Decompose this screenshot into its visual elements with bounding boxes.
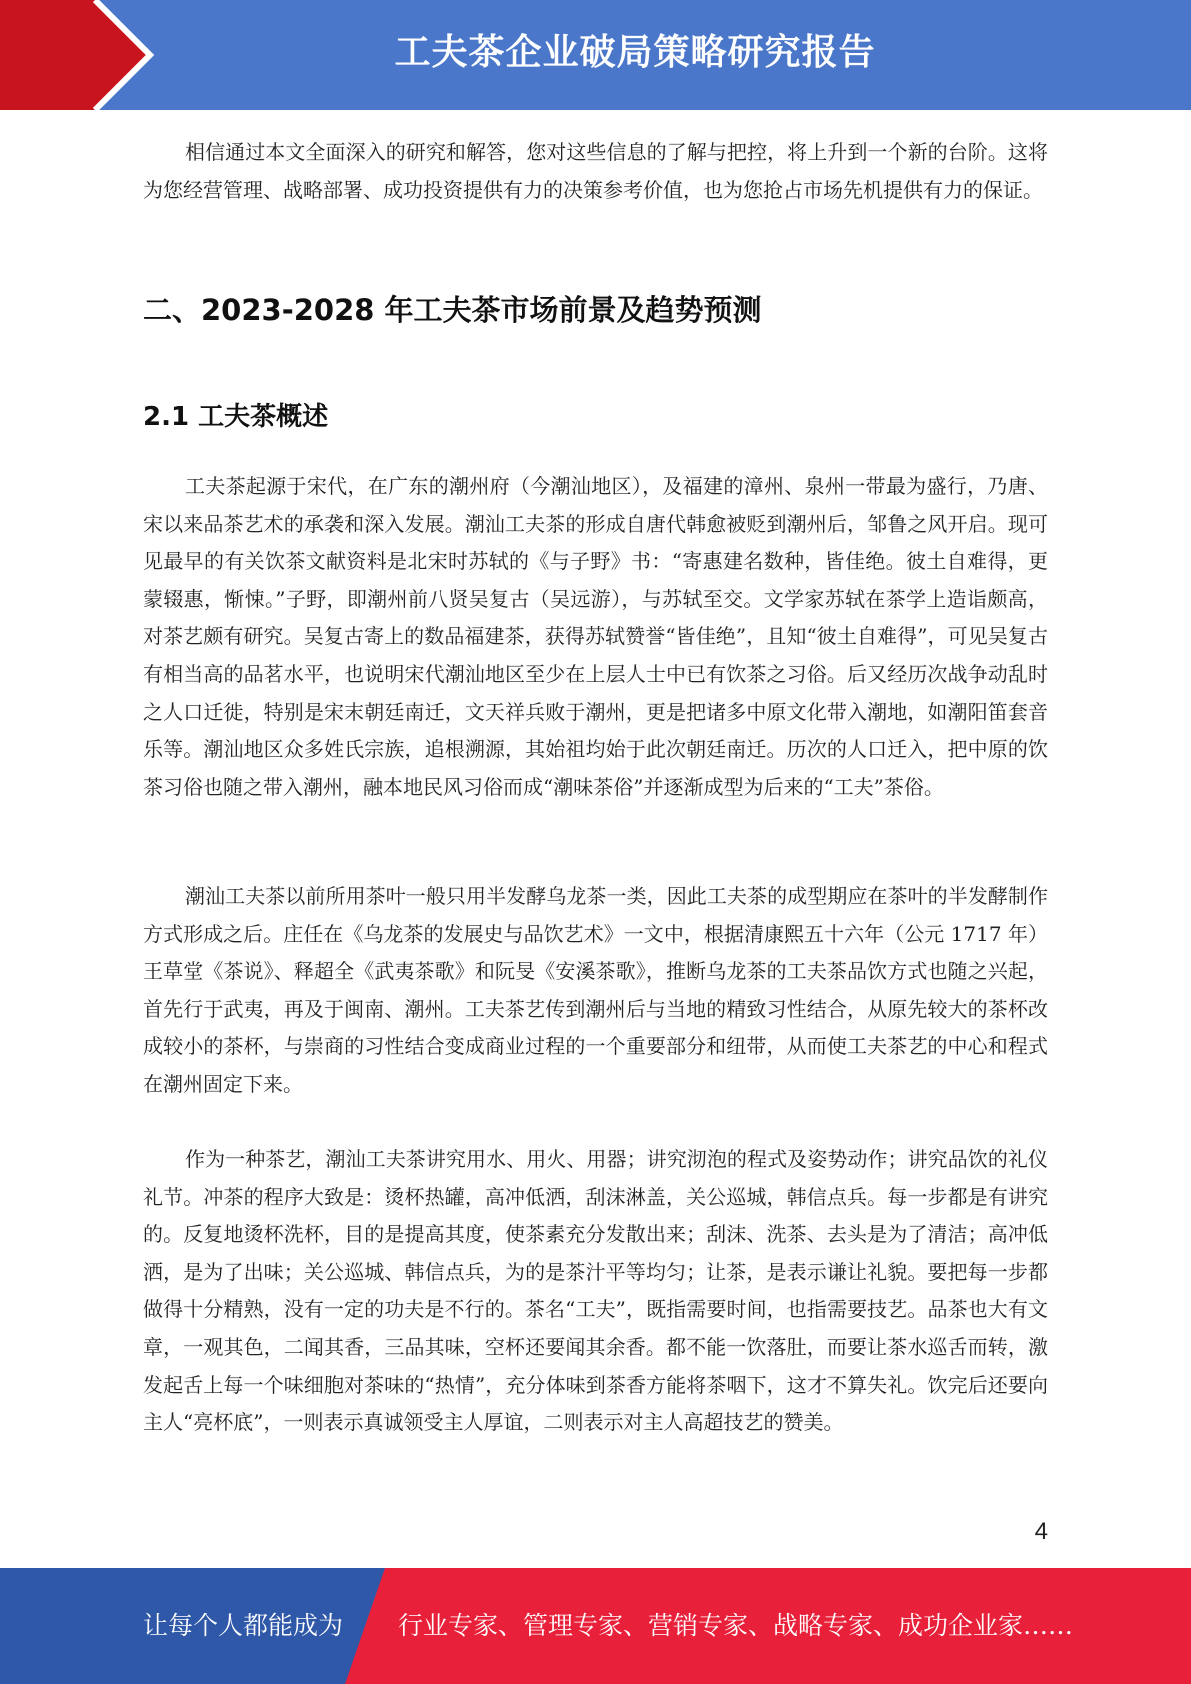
- page-footer: [0, 1568, 1191, 1684]
- body-paragraph-2: 潮汕工夫茶以前所用茶叶一般只用半发酵乌龙茶一类，因此工夫茶的成型期应在茶叶的半发酵制作方式形成之后。庄任在《乌龙茶的发展史与品饮艺术》一文中，根据清康熙五十六年（公元 1717 年）王草堂《茶说》、释超全《武夷茶歌》和阮旻《安溪茶歌》，推断乌龙茶的工夫茶品饮方式也随之兴起，首先行于武夷，再及于闽南、潮州。工夫茶艺传到潮州后与当地的精致习性结合，从原先较大的茶杯改成较小的茶杯，与崇商的习性结合变成商业过程的一个重要部分和纽带，从而使工夫茶艺的中心和程式在潮州固定下来。: [143, 884, 1048, 1096]
- footer-slogan-right: 行业专家、管理专家、营销专家、战略专家、成功企业家……: [398, 1611, 1074, 1640]
- body-paragraph-3: 作为一种茶艺，潮汕工夫茶讲究用水、用火、用器；讲究沏泡的程式及姿势动作；讲究品饮的礼仪礼节。冲茶的程序大致是：烫杯热罐，高冲低洒，刮沫淋盖，关公巡城，韩信点兵。每一步都是有讲究的。反复地烫杯洗杯，目的是提高其度，使茶素充分发散出来；刮沫、洗茶、去头是为了清洁；高冲低洒，是为了出味；关公巡城、韩信点兵，为的是茶汁平等均匀；让茶，是表示谦让礼貌。要把每一步都做得十分精熟，没有一定的功夫是不行的。茶名“工夫”，既指需要时间，也指需要技艺。品茶也大有文章，一观其色，二闻其香，三品其味，空杯还要闻其余香。都不能一饮落肚，而要让茶水巡舌而转，激发起舌上每一个味细胞对茶味的“热情”，充分体味到茶香方能将茶咽下，这才不算失礼。饮完后还要向主人“亮杯底”，一则表示真诚领受主人厚谊，二则表示对主人高超技艺的赞美。: [143, 1147, 1048, 1435]
- report-title: 工夫茶企业破局策略研究报告: [394, 32, 876, 73]
- page-header: [0, 0, 1191, 110]
- header-red-arrow: [0, 0, 150, 110]
- section-heading: 二、2023-2028 年工夫茶市场前景及趋势预测: [143, 293, 762, 327]
- body-paragraph-1: 工夫茶起源于宋代，在广东的潮州府（今潮汕地区），及福建的漳州、泉州一带最为盛行，乃唐、宋以来品茶艺术的承袭和深入发展。潮汕工夫茶的形成自唐代韩愈被贬到潮州后，邹鲁之风开启。现可见最早的有关饮茶文献资料是北宋时苏轼的《与子野》书：“寄惠建名数种，皆佳绝。彼土自难得，更蒙辍惠，惭悚。”子野，即潮州前八贤吴复古（吴远游），与苏轼至交。文学家苏轼在茶学上造诣颇高，对茶艺颇有研究。吴复古寄上的数品福建茶，获得苏轼赞誉“皆佳绝”，且知“彼土自难得”，可见吴复古有相当高的品茗水平，也说明宋代潮汕地区至少在上层人士中已有饮茶之习俗。后又经历次战争动乱时之人口迁徙，特别是宋末朝廷南迁，文天祥兵败于潮州，更是把诸多中原文化带入潮地，如潮阳笛套音乐等。潮汕地区众多姓氏宗族，追根溯源，其始祖均始于此次朝廷南迁。历次的人口迁入，把中原的饮茶习俗也随之带入潮州，融本地民风习俗而成“潮味茶俗”并逐渐成型为后来的“工夫”茶俗。: [143, 474, 1048, 799]
- page-number: 4: [1034, 1518, 1048, 1545]
- footer-slogan-left: 让每个人都能成为: [143, 1611, 344, 1640]
- subsection-heading: 2.1 工夫茶概述: [143, 402, 329, 432]
- intro-paragraph: 相信通过本文全面深入的研究和解答，您对这些信息的了解与把控，将上升到一个新的台阶。这将为您经营管理、战略部署、成功投资提供有力的决策参考价值，也为您抢占市场先机提供有力的保证。: [143, 140, 1048, 202]
